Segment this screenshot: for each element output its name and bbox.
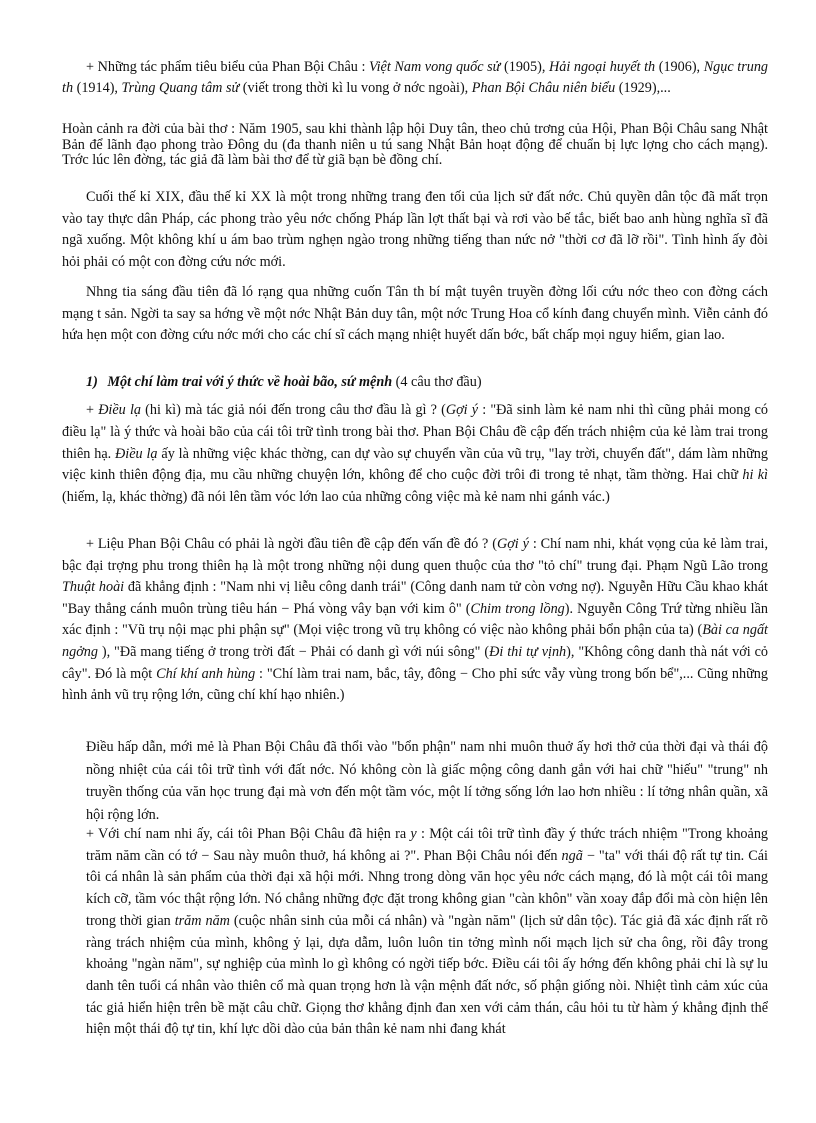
work-title: Hải ngoại huyết th: [548, 59, 656, 75]
emphasis: Bài ca ngất ngởng: [62, 622, 768, 660]
text-run: (1906),: [655, 59, 704, 75]
emphasis: Đi thi tự vịnh: [489, 643, 567, 660]
text-run: (cuộc nhân sinh của mỗi cá nhân) và "ngàn năm" (lịch sử dân tộc). Tác giả đã xác định rất rõ ràng trách nhiệm của mình, không ỷ lại, dựa dẫm, luôn luôn tin tởng mình nối mạch lịch sử cha ông, rồi đây trong khoảng "ngàn năm", sự nghiệp của mình lo gì không có ngời tiếp bớc. Điều cái tôi ấy hớng đến không phải chỉ là sự lu danh tên tuổi cá nhân vào thiên cổ mà quan trọng hơn là vận mệnh đất nớc, số phận giống nòi. Nhiệt tình cảm xúc của tác giả hiển hiện trên bề mặt câu chữ. Giọng thơ khẳng định đan xen với cảm thán, câu hỏi tu từ hàm ý khẳng định thể hiện một thái độ tự tin, khí lực dồi dào của bản thân kẻ nam nhi đang khát: [86, 912, 768, 1038]
text-run: +: [86, 402, 99, 418]
work-title: Phan Bội Châu niên biểu: [471, 79, 616, 96]
text-run: : Chí nam nhi, khát vọng của kẻ làm trai, bậc đại trợng phu trong thiên hạ là một trong những nội dung quen thuộc của thơ "tỏ chí" trung đại. Phạm Ngũ Lão trong: [62, 536, 768, 574]
text-run: ), "Không công danh thà nát với cỏ cây". Đó là một: [62, 643, 768, 682]
text-run: ), "Đã mang tiếng ở trong trời đất − Phải có danh gì với núi sông" (: [97, 643, 490, 660]
text-run: + Với chí nam nhi ấy, cái tôi Phan Bội Châu đã hiện ra: [86, 826, 411, 842]
work-title: Ngục trung th: [62, 59, 769, 96]
emphasis: y: [410, 826, 417, 842]
paragraph-era: Cuối thế kỉ XIX, đầu thế kỉ XX là một trong những trang đen tối của lịch sử đất nớc. Chủ quyền dân tộc đã mất trọn vào tay thực dân Pháp, các phong trào yêu nớc chống Pháp lần lợt thất bại và rơi vào bế tắc, biết bao anh hùng nghĩa sĩ đã ngã xuống. Một không khí u ám bao trùm nghẹn ngào trong những tiếng than nức nở "thời cơ đã lỡ rồi". Tình hình ấy đòi hỏi phải có một con đờng cứu nớc mới.: [62, 189, 768, 270]
emphasis: Chim trong lồng: [470, 600, 565, 617]
work-title: Việt Nam vong quốc sử: [369, 59, 501, 75]
emphasis: Gợi ý: [445, 402, 479, 418]
text-run: (viết trong thời kì lu vong ở nớc ngoài),: [239, 79, 472, 96]
text-run: : "Đã sinh làm kẻ nam nhi thì cũng phải mong có điều lạ" là ý thức và hoài bão của cái tôi trữ tình trong bài thơ. Phan Bội Châu đề cập đến trách nhiệm của kẻ làm trai trong thiên hạ.: [62, 402, 768, 462]
paragraph-self: [86, 824, 768, 1041]
text-run: (1914),: [73, 79, 122, 96]
paragraph-first: [62, 534, 768, 707]
paragraph-strange: [62, 400, 768, 509]
text-run: − "ta" với thái độ rất tự tin. Cái tôi cá nhân là sản phẩm của thời đại xã hội mới. Nhng trong dòng văn học yêu nớc cách mạng, đó là một cái tôi mang kích cỡ, tầm vóc thật rộng lớn. Nó chẳng những đợc đặt trong không gian "càn khôn" vần xoay đắp đổi mà còn hiện lên trong thời gian: [86, 847, 768, 929]
heading-suffix: (4 câu thơ đầu): [392, 374, 482, 390]
heading-number: 1): [86, 374, 98, 390]
text-run: đã khẳng định : "Nam nhi vị liễu công danh trái" (Công danh nam tử còn vơng nợ). Nguyễn Hữu Cầu khao khát "Bay thẳng cánh muôn trùng tiêu hán − Phá vòng vây bạn với kim ô" (: [62, 579, 768, 617]
text-run: + Những tác phẩm tiêu biểu của Phan Bội Châu :: [86, 59, 369, 75]
text-run: (hiếm, lạ, khác thờng) đã nói lên tầm vóc lớn lao của những công việc mà kẻ nam nhi gánh vác.): [62, 489, 610, 506]
paragraph-light: Nhng tia sáng đầu tiên đã ló rạng qua những cuốn Tân th bí mật tuyên truyền đờng lối cứu nớc theo con đờng cách mạng t sản. Ngời ta say sa hớng về một nớc Nhật Bản duy tân, một nớc Trung Hoa cổ kính đang chuyển mình. Viễn cảnh đó hứa hẹn một con đờng cứu nớc mới cho các chí sĩ cách mạng nhiệt huyết dấn bớc, bất chấp mọi nguy hiểm, gian lao.: [62, 284, 768, 343]
text-run: (hi kì) mà tác giả nói đến trong câu thơ đầu là gì ? (: [140, 402, 446, 418]
heading-title: Một chí làm trai với ý thức về hoài bão, sứ mệnh: [107, 374, 393, 390]
emphasis: ngã: [561, 847, 583, 864]
text-run: ấy là những việc khác thờng, can dự vào sự chuyển vần của vũ trụ, "lay trời, chuyển đất", dám làm những việc kinh thiên động địa, mu cầu những chuyện lớn, không để cho cuộc đời trôi đi trong tẻ nhạt, tầm thờng. Hai chữ: [62, 445, 768, 484]
emphasis: hi kì: [742, 467, 768, 484]
text-run: (1929),...: [615, 79, 671, 96]
emphasis: Gợi ý: [496, 536, 529, 552]
emphasis: Điều lạ: [115, 445, 158, 462]
text-run: ). Nguyễn Công Trứ từng nhiều lần xác định : "Vũ trụ nội mạc phi phận sự" (Mọi việc trong vũ trụ không có việc nào không phải bổn phận của ta) (: [62, 600, 768, 639]
text-run: (1905),: [500, 59, 549, 75]
work-title: Trùng Quang tâm sử: [121, 79, 240, 96]
emphasis: Thuật hoài: [62, 579, 125, 596]
text-run: : Một cái tôi trữ tình đầy ý thức trách nhiệm "Trong khoảng trăm năm cần có tớ − Sau này muôn thuở, há không ai ?". Phan Bội Châu nói đến: [86, 826, 769, 864]
text-run: : "Chí làm trai nam, bắc, tây, đông − Cho phỉ sức vẫy vùng trong bốn bể",... Cũng những hình ảnh vũ trụ rộng lớn, cũng chí khí hạo nhiên.): [62, 665, 768, 704]
emphasis: Điều lạ: [98, 402, 141, 418]
text-run: + Liệu Phan Bội Châu có phải là ngời đầu tiên đề cập đến vấn đề đó ? (: [86, 536, 497, 552]
paragraph-attraction: Điều hấp dẫn, mới mẻ là Phan Bội Châu đã thổi vào "bổn phận" nam nhi muôn thuở ấy hơi thở của thời đại và thái độ nồng nhiệt của cái tôi trữ tình với đất nớc. Nó không còn là giấc mộng công danh gắn với hai chữ "hiếu" "trung" nh truyền thống của văn học trung đại mà vơn đến một tầm vóc, một lí tởng sống lớn lao hơn nhiều : lí tởng nhân quần, xã hội rộng lớn.: [86, 739, 768, 823]
emphasis: Chí khí anh hùng: [156, 665, 256, 682]
emphasis: trăm năm: [174, 912, 230, 929]
paragraph-context: Hoàn cảnh ra đời của bài thơ : Năm 1905, sau khi thành lập hội Duy tân, theo chủ trơng của Hội, Phan Bội Châu sang Nhật Bản để lãnh đạo phong trào Đông du (đa thanh niên u tú sang Nhật Bản hoạt động để chuẩn bị lực lợng cho cách mạng). Trớc lúc lên đờng, tác giả đã làm bài thơ để từ giã bạn bè đồng chí.: [62, 121, 768, 169]
paragraph-works: [62, 57, 768, 98]
section-heading: [86, 372, 768, 392]
